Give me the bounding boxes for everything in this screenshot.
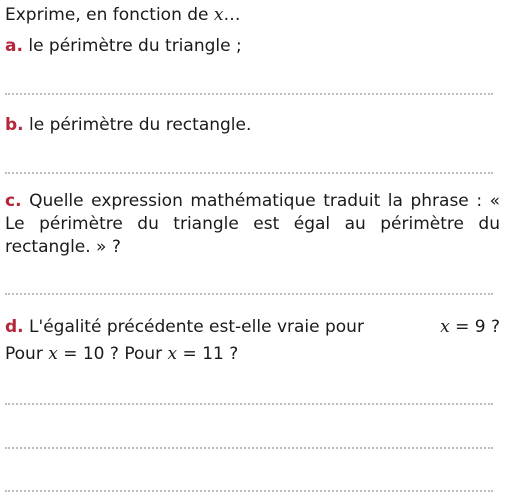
question-b-letter: b. [5,115,24,135]
intro-line [5,4,241,27]
question-d-part2: Pour [5,344,49,364]
question-d-part1: L'égalité précédente est-elle vraie pour [29,317,364,337]
intro-text: Exprime, en fonction de [5,5,214,25]
question-d-eq2: = 10 ? Pour [57,344,168,364]
question-a-letter: a. [5,36,23,56]
question-d-var3: x [167,344,178,364]
question-d-line-2 [5,343,238,366]
answer-line-c[interactable] [5,293,493,295]
question-d-var2: x [48,344,58,364]
question-c-text: Quelle expression mathématique traduit la phrase : « Le périmètre du triangle est égal au périmètre du rectangle. » ? [5,191,500,257]
answer-line-d-3[interactable] [5,490,493,492]
question-d-var1: x [440,317,450,337]
question-a-text: le périmètre du triangle ; [28,36,242,56]
intro-ellipsis: … [223,5,241,25]
question-b-text: le périmètre du rectangle. [29,115,252,135]
question-d-line-1 [5,316,500,339]
answer-line-a[interactable] [5,93,493,95]
question-d-eq1: = 9 ? [449,317,500,337]
question-b [5,114,251,137]
answer-line-d-2[interactable] [5,447,493,449]
question-c-letter: c. [5,191,22,211]
question-d-letter: d. [5,317,24,337]
question-d-eq3: = 11 ? [177,344,239,364]
intro-variable: x [213,5,224,25]
question-c [5,190,500,259]
answer-line-b[interactable] [5,172,493,174]
answer-line-d-1[interactable] [5,403,493,405]
question-a [5,35,242,58]
